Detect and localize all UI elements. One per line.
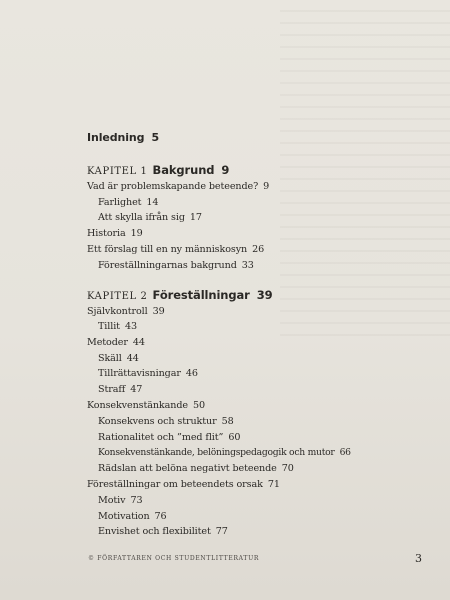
- entry-text: Föreställningarnas bakgrund: [98, 260, 237, 271]
- entry-page: 39: [152, 306, 165, 317]
- toc-entry: [87, 337, 145, 348]
- toc-entry: [98, 511, 167, 522]
- entry-text: Ett förslag till en ny människosyn: [87, 244, 248, 255]
- entry-text: Motivation: [98, 511, 150, 522]
- entry-page: 50: [192, 400, 205, 411]
- entry-text: Skäll: [98, 353, 122, 364]
- chapter-title: Bakgrund: [152, 163, 215, 177]
- entry-page: 73: [130, 495, 143, 506]
- entry-text: Konsekvenstänkande, belöningspedagogik och mutor: [98, 447, 335, 458]
- toc-entry: [87, 228, 143, 239]
- entry-page: 33: [241, 260, 254, 271]
- toc-intro: [87, 131, 159, 144]
- entry-page: 17: [189, 212, 202, 223]
- toc-entry: [98, 353, 139, 364]
- chapter-2-heading: [87, 288, 273, 302]
- toc-entry: [98, 495, 142, 506]
- toc-entry: [98, 432, 240, 443]
- entry-text: Att skylla ifrån sig: [98, 212, 185, 223]
- toc-entry: [98, 321, 137, 332]
- toc-entry: [98, 212, 202, 223]
- entry-page: 46: [185, 368, 198, 379]
- entry-page: 70: [281, 463, 294, 474]
- toc-entry: [98, 197, 158, 208]
- entry-page: 58: [221, 416, 234, 427]
- entry-text: Vad är problemskapande beteende?: [87, 181, 259, 192]
- entry-text: Konsekvens och struktur: [98, 416, 217, 427]
- entry-text: Konsekvenstänkande: [87, 400, 188, 411]
- entry-text: Föreställningar om beteendets orsak: [87, 479, 263, 490]
- chapter-title: Föreställningar: [152, 288, 250, 302]
- toc-entry: [87, 400, 205, 411]
- toc-entry: [87, 244, 264, 255]
- toc-entry: [98, 526, 228, 537]
- entry-page: 47: [130, 384, 143, 395]
- entry-text: Rädslan att belöna negativt beteende: [98, 463, 277, 474]
- entry-text: Historia: [87, 228, 126, 239]
- entry-text: Farlighet: [98, 197, 142, 208]
- entry-text: Självkontroll: [87, 306, 148, 317]
- entry-text: Tillrättavisningar: [98, 368, 181, 379]
- chapter-label: KAPITEL 2: [87, 291, 148, 302]
- entry-text: Rationalitet och ”med flit”: [98, 432, 224, 443]
- entry-text: Tillit: [98, 321, 120, 332]
- toc-entry: [87, 479, 280, 490]
- chapter-label: KAPITEL 1: [87, 166, 148, 177]
- toc-entry: [98, 384, 142, 395]
- entry-page: 9: [263, 181, 270, 192]
- toc-entry: [98, 416, 234, 427]
- entry-page: 26: [252, 244, 265, 255]
- entry-page: 19: [130, 228, 143, 239]
- page-number: 3: [415, 552, 422, 565]
- chapter-1-heading: [87, 163, 229, 177]
- entry-text: Motiv: [98, 495, 126, 506]
- toc-entry: [98, 260, 254, 271]
- entry-page: 43: [124, 321, 137, 332]
- entry-page: 44: [126, 353, 139, 364]
- toc-entry: [87, 306, 165, 317]
- entry-page: 77: [215, 526, 228, 537]
- intro-page: 5: [151, 131, 159, 144]
- toc-entry: [98, 463, 294, 474]
- toc-entry: [87, 181, 269, 192]
- chapter-page: 9: [221, 163, 230, 177]
- entry-text: Straff: [98, 384, 126, 395]
- entry-page: 66: [339, 447, 351, 458]
- toc-entry: [98, 368, 198, 379]
- entry-page: 14: [146, 197, 159, 208]
- copyright-notice: © FÖRFATTAREN OCH STUDENTLITTERATUR: [88, 555, 260, 562]
- intro-title: Inledning: [87, 131, 145, 144]
- entry-page: 71: [267, 479, 280, 490]
- entry-page: 76: [154, 511, 167, 522]
- entry-text: Metoder: [87, 337, 128, 348]
- entry-text: Envishet och flexibilitet: [98, 526, 211, 537]
- toc-entry: [98, 447, 351, 458]
- chapter-page: 39: [256, 288, 273, 302]
- entry-page: 44: [132, 337, 145, 348]
- entry-page: 60: [228, 432, 241, 443]
